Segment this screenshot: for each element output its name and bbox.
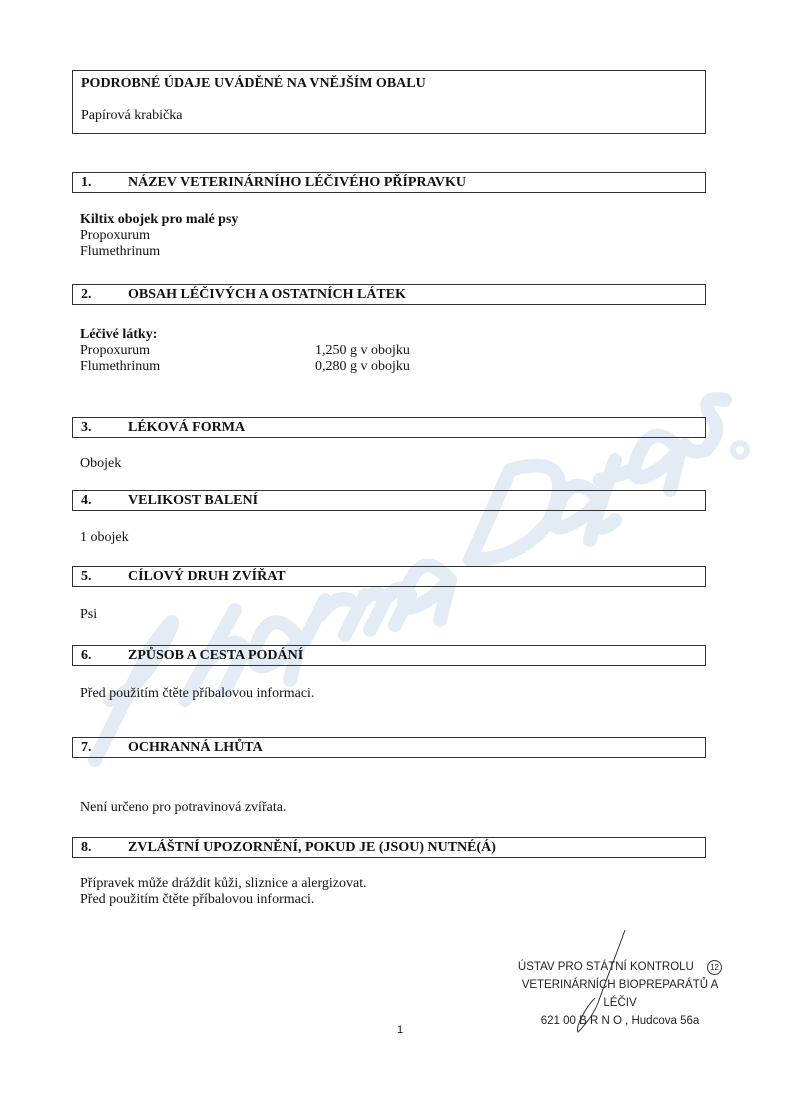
section-5-text: Psi [80, 607, 98, 622]
section-title: OBSAH LÉČIVÝCH A OSTATNÍCH LÁTEK [128, 287, 406, 302]
section-number: 1. [81, 175, 92, 190]
active-substances-label: Léčivé látky: [80, 327, 158, 342]
section-4-header [72, 490, 706, 511]
section-title: ZVLÁŠTNÍ UPOZORNĚNÍ, POKUD JE (JSOU) NUTNÉ(Á) [128, 840, 496, 855]
substance-name: Propoxurum [80, 343, 150, 358]
section-3-text: Obojek [80, 456, 122, 471]
stamp-badge: 12 [707, 960, 722, 975]
outer-title: PODROBNÉ ÚDAJE UVÁDĚNÉ NA VNĚJŠÍM OBALU [81, 76, 426, 91]
section-4-text: 1 obojek [80, 530, 129, 545]
section-number: 5. [81, 569, 92, 584]
stamp-line: 621 00 B R N O , Hudcova 56a [540, 1015, 700, 1027]
section-title: VELIKOST BALENÍ [128, 493, 259, 508]
section-8-body [80, 876, 367, 908]
text-line: Před použitím čtěte příbalovou informaci. [80, 892, 315, 907]
section-7-header [72, 737, 706, 758]
section-6-header [72, 645, 706, 666]
text-line: Flumethrinum [80, 244, 161, 259]
section-title: CÍLOVÝ DRUH ZVÍŘAT [128, 569, 286, 584]
section-2-header [72, 284, 706, 305]
substance-row [80, 359, 480, 375]
section-number: 3. [81, 420, 92, 435]
section-3-header [72, 417, 706, 438]
section-2-body [80, 327, 480, 375]
substance-amount: 1,250 g v obojku [315, 343, 410, 358]
section-title: LÉKOVÁ FORMA [128, 420, 246, 435]
section-title: ZPŮSOB A CESTA PODÁNÍ [128, 648, 304, 663]
section-8-header [72, 837, 706, 858]
section-1-body [80, 212, 238, 260]
substance-amount: 0,280 g v obojku [315, 359, 410, 374]
outer-packaging-box [72, 70, 706, 134]
outer-subtitle: Papírová krabička [81, 108, 183, 123]
section-number: 7. [81, 740, 92, 755]
page-number: 1 [396, 1024, 404, 1036]
section-number: 4. [81, 493, 92, 508]
substance-row [80, 343, 480, 359]
section-number: 8. [81, 840, 92, 855]
section-1-header [72, 172, 706, 193]
product-name: Kiltix obojek pro malé psy [80, 212, 239, 227]
section-number: 6. [81, 648, 92, 663]
section-title: OCHRANNÁ LHŮTA [128, 740, 263, 755]
signature [570, 928, 630, 1038]
text-line: Propoxurum [80, 228, 150, 243]
section-title: NÁZEV VETERINÁRNÍHO LÉČIVÉHO PŘÍPRAVKU [128, 175, 467, 190]
section-7-text: Není určeno pro potravinová zvířata. [80, 800, 287, 815]
section-6-text: Před použitím čtěte příbalovou informaci. [80, 686, 315, 701]
text-line: Přípravek může dráždit kůži, sliznice a alergizovat. [80, 876, 367, 891]
stamp-line: ÚSTAV PRO STÁTNÍ KONTROLU [517, 961, 694, 973]
substance-name: Flumethrinum [80, 359, 161, 374]
section-number: 2. [81, 287, 92, 302]
stamp-line: VETERINÁRNÍCH BIOPREPARÁTŮ A LÉČIV [521, 979, 719, 1009]
section-5-header [72, 566, 706, 587]
